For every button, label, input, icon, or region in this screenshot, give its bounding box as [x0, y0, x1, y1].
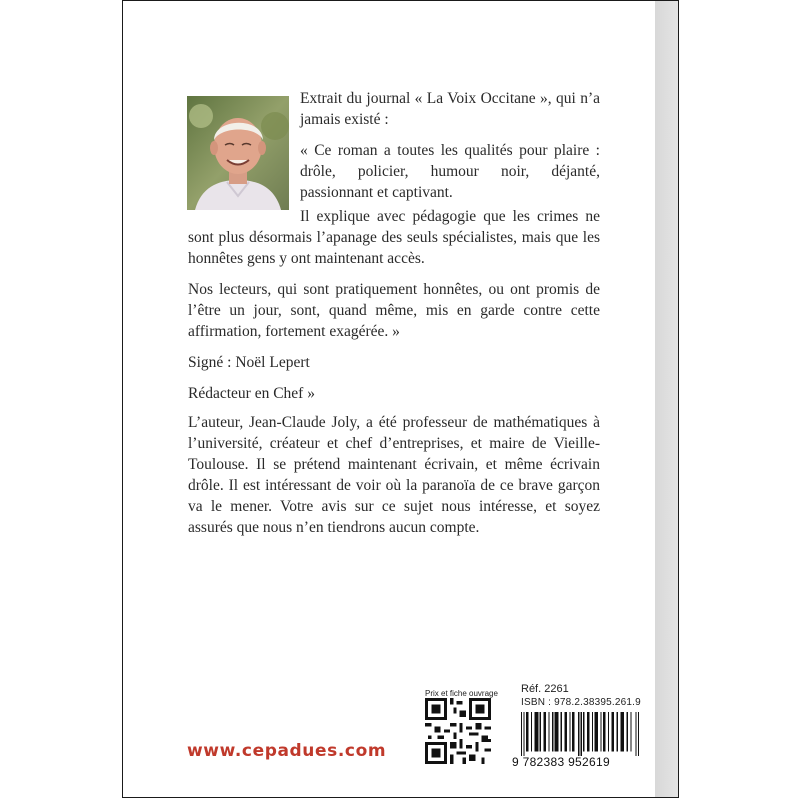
spine-shadow	[655, 1, 678, 797]
article-body-block	[188, 206, 600, 414]
article-intro: Extrait du journal « La Voix Occitane », qui n’a jamais existé :	[300, 90, 600, 128]
article-paragraph-3: Nos lecteurs, qui sont pratiquement honnêtes, ou ont promis de l’être un jour, sont, quand même, mis en garde contre cette affirmation, fortement exagérée. »	[188, 281, 600, 340]
article-signature-role: Rédacteur en Chef »	[188, 385, 315, 402]
article-paragraph-2: Il explique avec pédagogie que les crimes ne sont plus désormais l’apanage des seuls spécialistes, mais que les honnêtes gens y ont maintenant accès.	[188, 208, 600, 267]
ean-barcode-icon	[521, 712, 639, 756]
author-bio	[188, 412, 600, 548]
isbn: ISBN : 978.2.38395.261.9	[521, 697, 641, 708]
publisher-website[interactable]: www.cepadues.com	[187, 741, 387, 761]
qr-code-icon[interactable]	[425, 698, 491, 764]
article-signature: Signé : Noël Lepert	[188, 354, 310, 371]
author-portrait-icon	[187, 96, 289, 210]
qr-label: Prix et fiche ouvrage	[425, 689, 498, 698]
author-photo	[187, 96, 289, 210]
barcode-digits: 9 782383 952619	[512, 755, 610, 769]
author-bio-text: L’auteur, Jean-Claude Joly, a été professeur de mathématiques à l’université, créateur et chef d’entreprises, et maire de Vieille-Toulouse. Il se prétend maintenant écrivain, et même écrivain drôle. Il est intéressant de voir où la paranoïa de ce brave garçon va le mener. Votre avis sur ce sujet nous intéresse, et soyez assurés que nous n’en tiendrons aucun compte.	[188, 414, 600, 536]
reference-number: Réf. 2261	[521, 683, 569, 695]
article-quote: « Ce roman a toutes les qualités pour plaire : drôle, policier, humour noir, déjanté, passionnant et captivant.	[300, 142, 600, 201]
article-intro-block	[300, 88, 600, 213]
